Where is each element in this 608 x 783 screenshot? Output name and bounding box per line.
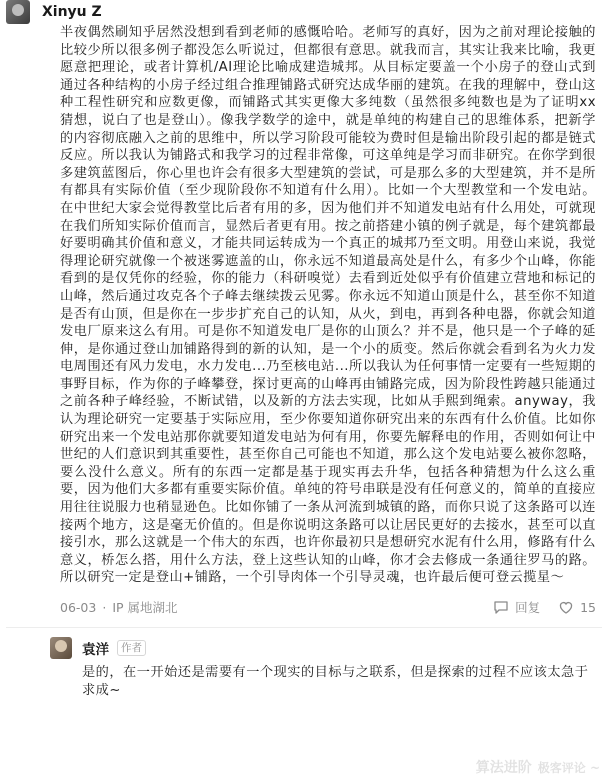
reply-avatar[interactable]: [50, 637, 72, 659]
comment-footer: [60, 597, 596, 617]
divider: [6, 627, 602, 628]
comment-username[interactable]: Xinyu Z: [42, 4, 102, 20]
reply-button[interactable]: [493, 598, 540, 616]
comment-body: 半夜偶然刷知乎居然没想到看到老师的感慨哈哈。老师写的真好，因为之前对理论接触的比较少所以很多例子都没怎么听说过，但都很有意思。就我而言，其实让我来比喻，我更愿意把理论，或者计算机/AI理论比喻成建造城邦。从目标定要盖一个小房子的登山式到通过各种结构的小房子经过组合推理铺路式研究达成华丽的建筑。在我的理解中，登山这种工程性研究和应数更像，而铺路式其实更像大多纯数（虽然很多纯数也是为了证明xx猜想，说白了也是登山）。像我学数学的途中，就是单纯的构建自己的思维体系，把新学的内容彻底融入之前的思维中，所以学习阶段可能较为费时但是输出阶段引起的都是链式反应。所以我认为铺路式和我学习的过程非常像，可这单纯是学习而非研究。在你学到很多建筑蓝图后，你心里也许会有很多大型建筑的尝试，可是那么多的大型建筑，并不是所有都具有实际价值（至少现阶段你不知道有什么用）。比如一个大型教堂和一个发电站。在中世纪大家会觉得教堂比后者有用的多，因为他们并不知道发电站有什么用处，可就现在我们所知实际价值而言，显然后者更有用。按之前搭建小镇的例子就是，每个建筑都最好要明确其价值和意义，才能共同运转成为一个真正的城邦乃至文明。用登山来说，我觉得理论研究就像一个被迷雾遮盖的山，你永远不知道最高处是什么，有多少个山峰，你能看到的是仅凭你的经验，你的能力（科研嗅觉）去看到近处似乎有价值建立营地和标记的山峰，然后通过攻克各个子峰去继续拨云见雾。你永远不知道山顶是什么，甚至你不知道是否有山顶，但是你在一步步扩充自己的认知，从火，到电，再到各种电器，你就会知道发电厂原来这么有用。可是你不知道发电厂是你的山顶么？并不是，他只是一个子峰的延伸，是你通过登山加铺路得到的新的认知，是一个小的质变。然后你就会看到名为火力发电周围还有风力发电，水力发电...乃至核电站...所以我认为任何事情一定要有一些短期的事野目标，作为你的子峰攀登，探讨更高的山峰再由铺路完成，因为阶段性跨越只能通过之前各种子峰经验，不断试错，以及新的方法去实现，比如从手熙到绳索。anyway，我认为理论研究一定要基于实际应用，至少你要知道你研究出来的东西有什么价值。比如你研究出来一个发电站那你就要知道发电站为何有用，你要先解释电的作用，否则如何让中世纪的人们意识到其重要性，甚至你自己可能也不知道，那么这个发电站要么被你忽略，要么没什么意义。所有的东西一定都是基于现实再去升华，包括各种猜想为什么这么重要，因为他们大多都有重要实际价值。单纯的符号串联是没有任何意义的，简单的直接应用往往说服力也稍显逊色。比如你铺了一条从河流到城镇的路，而你只说了这条路可以连接两个地方，这是毫无价值的。但是你说明这条路可以让居民更好的去接水，甚至可以直接引水，那么这就是一个伟大的东西，也许你最初只是想研究水泥有什么用，修路有什么意义，桥怎么搭，用什么方法，登上这些认知的山峰，你才会去修成一条通往罗马的路。所以研究一定是登山+铺路，一个引导肉体一个引导灵魂，也许最后便可登云揽星～: [60, 25, 596, 586]
comment-header: [6, 0, 602, 24]
reply-header: [50, 636, 602, 660]
watermark-line2: 极客评论 ~: [537, 760, 600, 775]
like-button[interactable]: [558, 599, 596, 615]
reply-icon: [493, 599, 509, 615]
reply: [0, 636, 608, 699]
meta-separator: ·: [102, 599, 107, 615]
reply-username[interactable]: 袁洋: [82, 642, 109, 658]
author-badge: 作者: [117, 640, 146, 656]
heart-icon: [558, 599, 574, 615]
watermark: [476, 757, 600, 777]
avatar[interactable]: [6, 0, 30, 24]
reply-label: 回复: [515, 600, 541, 615]
comment-date: 06-03: [60, 599, 97, 615]
reply-body: 是的，在一开始还是需要有一个现实的目标与之联系，但是探索的过程不应该太急于求成~: [82, 665, 589, 698]
like-count: 15: [580, 599, 596, 615]
watermark-line1: 算法进阶: [475, 760, 532, 776]
ip-location: IP 属地湖北: [112, 600, 178, 615]
